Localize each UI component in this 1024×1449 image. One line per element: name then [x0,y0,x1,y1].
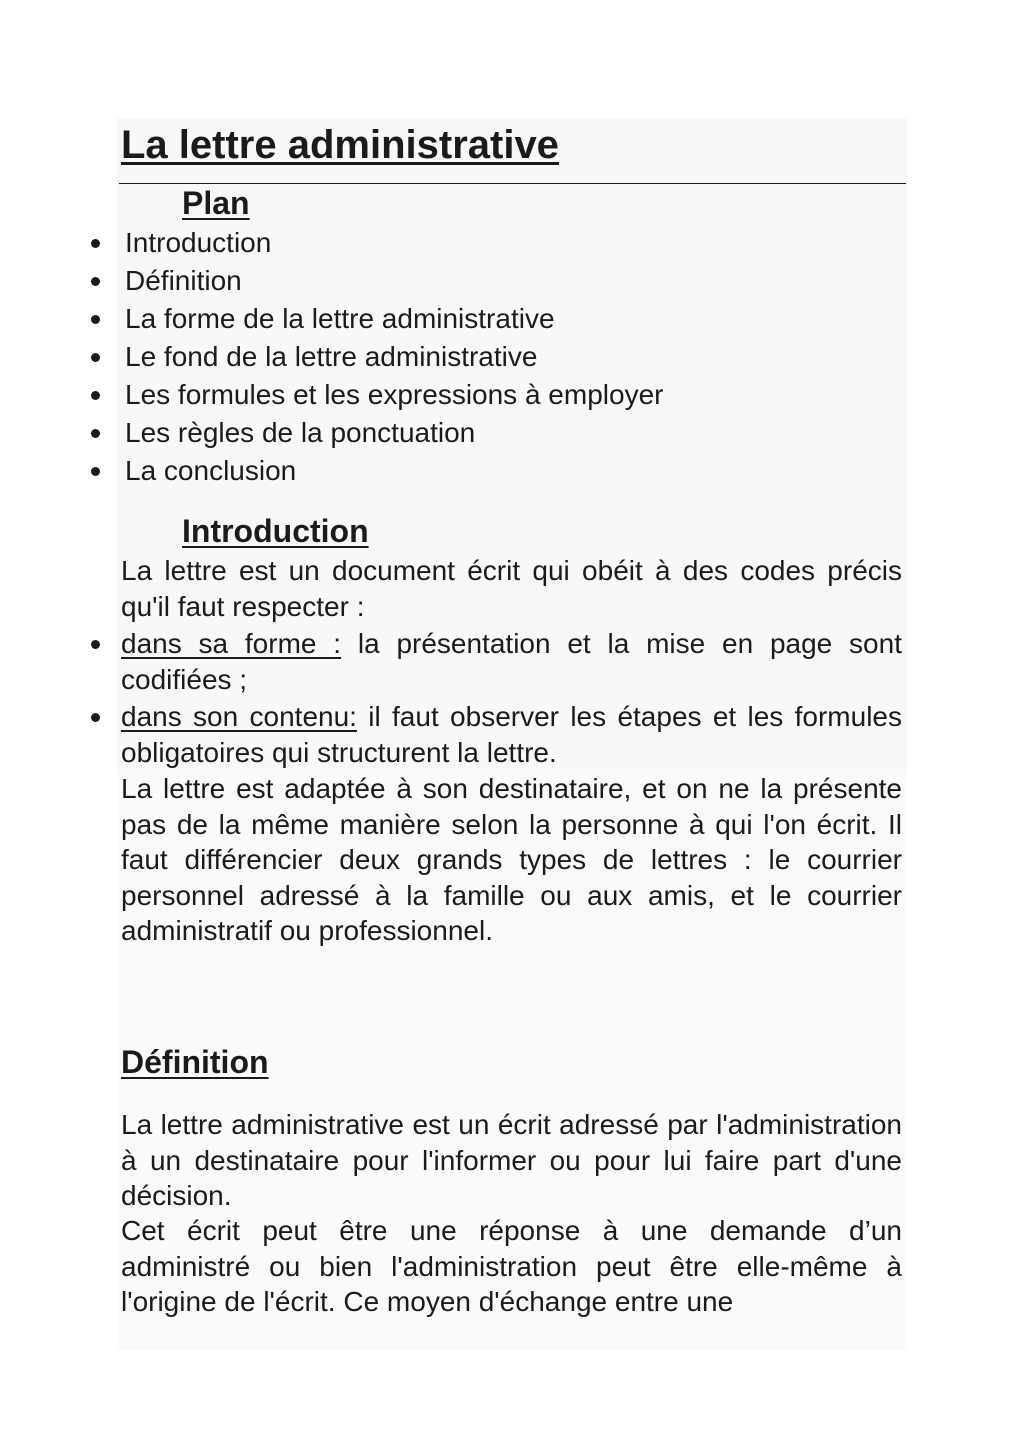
introduction-heading: Introduction [182,513,369,549]
definition-heading: Définition [121,1044,269,1080]
definition-paragraph-1: La lettre administrative est un écrit adressé par l'administration à un destinataire pour l'informer ou pour lui faire part d'une décision. [121,1109,902,1211]
plan-item [0,452,663,490]
plan-item [0,376,663,414]
bullet-icon [91,315,100,324]
plan-list [0,224,663,490]
plan-item [0,338,663,376]
bullet-icon [91,467,100,476]
introduction-bullet-content [121,699,902,770]
bullet-text: la présentation et la mise en page sont codifiées ; [121,628,902,695]
introduction-bullet-form [121,626,902,697]
plan-item [0,262,663,300]
bullet-icon [91,239,100,248]
bullet-icon [91,713,100,722]
plan-item-label: Introduction [125,227,272,258]
plan-item-label: La conclusion [125,455,297,486]
plan-item-label: La forme de la lettre administrative [125,303,555,334]
introduction-paragraph-2: La lettre est adaptée à son destinataire, et on ne la présente pas de la même manière selon la personne à qui l'on écrit. Il faut différencier deux grands types de lettres : le courrier personnel adressé à la famille ou aux amis, et le courrier administratif ou professionnel. [121,773,902,946]
plan-item-label: Les règles de la ponctuation [125,417,476,448]
plan-item [0,414,663,452]
plan-item [0,224,663,262]
bullet-text: il faut observer les étapes et les formules obligatoires qui structurent la lettre. [121,701,902,768]
bullet-label: dans son contenu: [121,701,357,732]
plan-item-label: Définition [125,265,242,296]
plan-heading: Plan [182,185,250,221]
plan-item-label: Les formules et les expressions à employer [125,379,664,410]
introduction-paragraph-1: La lettre est un document écrit qui obéit à des codes précis qu'il faut respecter : [121,555,902,622]
bullet-icon [91,277,100,286]
bullet-icon [91,353,100,362]
bullet-icon [91,429,100,438]
bullet-icon [91,640,100,649]
plan-item-label: Le fond de la lettre administrative [125,341,538,372]
bullet-icon [91,391,100,400]
definition-paragraph-2: Cet écrit peut être une réponse à une demande d’un administré ou bien l'administration peut être elle-même à l'origine de l'écrit. Ce moyen d'échange entre une [121,1215,902,1317]
plan-item [0,300,663,338]
document-title: La lettre administrative [121,123,559,167]
bullet-label: dans sa forme : [121,628,342,659]
